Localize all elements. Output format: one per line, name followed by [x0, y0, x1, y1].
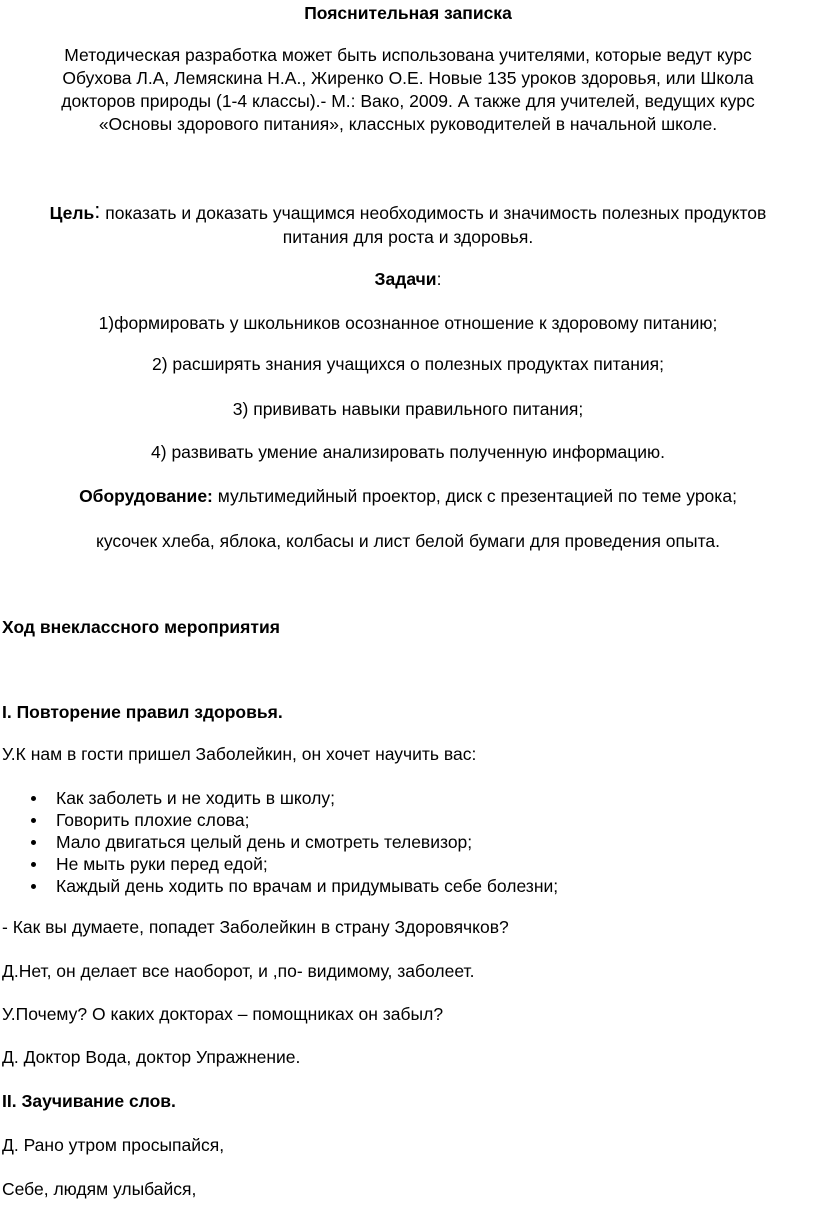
dialogue-line-2: Д.Нет, он делает все наоборот, и ,по- видимому, заболеет. [2, 961, 475, 981]
bullet-icon [31, 884, 36, 889]
dialogue-line-1: - Как вы думаете, попадет Заболейкин в страну Здоровячков? [2, 917, 509, 937]
bullet-list [0, 787, 558, 897]
section1-heading: I. Повторение правил здоровья. [2, 702, 283, 722]
section2-heading: II. Заучивание слов. [2, 1091, 176, 1111]
bullet-icon [31, 862, 36, 867]
task-item-1: 1)формировать у школьников осознанное отношение к здоровому питанию; [98, 313, 718, 333]
task-item-4: 4) развивать умение анализировать полученную информацию. [151, 442, 665, 462]
list-item-text: Не мыть руки перед едой; [56, 854, 268, 874]
teacher-intro: У.К нам в гости пришел Заболейкин, он хочет научить вас: [2, 744, 477, 764]
task-item-2: 2) расширять знания учащихся о полезных продуктах питания; [151, 354, 665, 374]
intro-line-2: Обухова Л.А, Лемяскина Н.А., Жиренко О.Е. Новые 135 уроков здоровья, или Школа [62, 68, 754, 88]
intro-line-4: «Основы здорового питания», классных руководителей в начальной школе. [98, 114, 718, 134]
goal-label: Цель [49, 203, 95, 223]
tasks-colon: : [436, 269, 442, 289]
list-item [0, 875, 558, 897]
list-item [0, 853, 558, 875]
intro-line-3: докторов природы (1-4 классы).- М.: Вако, 2009. А также для учителей, ведущих курс [61, 91, 755, 111]
list-item-text: Как заболеть и не ходить в школу; [56, 788, 335, 808]
bullet-icon [31, 840, 36, 845]
task-item-3: 3) прививать навыки правильного питания; [232, 399, 584, 419]
goal-text: показать и доказать учащимся необходимость и значимость полезных продуктов [100, 203, 767, 223]
intro-line-1: Методическая разработка может быть использована учителями, которые ведут курс [64, 45, 752, 65]
equipment-text: мультимедийный проектор, диск с презентацией по теме урока; [212, 486, 737, 506]
bullet-icon [31, 818, 36, 823]
poem-line-2: Себе, людям улыбайся, [2, 1179, 197, 1199]
list-item [0, 809, 558, 831]
list-item [0, 831, 558, 853]
list-item-text: Мало двигаться целый день и смотреть телевизор; [56, 832, 473, 852]
course-heading: Ход внеклассного мероприятия [2, 617, 280, 637]
poem-line-1: Д. Рано утром просыпайся, [2, 1135, 225, 1155]
equipment-line-2: кусочек хлеба, яблока, колбасы и лист белой бумаги для проведения опыта. [95, 531, 720, 551]
dialogue-line-4: Д. Доктор Вода, доктор Упражнение. [2, 1047, 301, 1067]
page-title: Пояснительная записка [304, 3, 512, 23]
equipment-label: Оборудование: [79, 486, 213, 506]
goal-line-2: питания для роста и здоровья. [282, 227, 534, 247]
goal-colon: : [94, 198, 101, 223]
list-item-text: Говорить плохие слова; [56, 810, 250, 830]
list-item [0, 787, 558, 809]
tasks-heading [0, 268, 816, 290]
equipment-line-1 [0, 485, 816, 507]
bullet-icon [31, 796, 36, 801]
goal-line-1 [0, 198, 816, 224]
dialogue-line-3: У.Почему? О каких докторах – помощниках он забыл? [2, 1004, 444, 1024]
tasks-label: Задачи [374, 269, 437, 289]
list-item-text: Каждый день ходить по врачам и придумывать себе болезни; [56, 876, 559, 896]
